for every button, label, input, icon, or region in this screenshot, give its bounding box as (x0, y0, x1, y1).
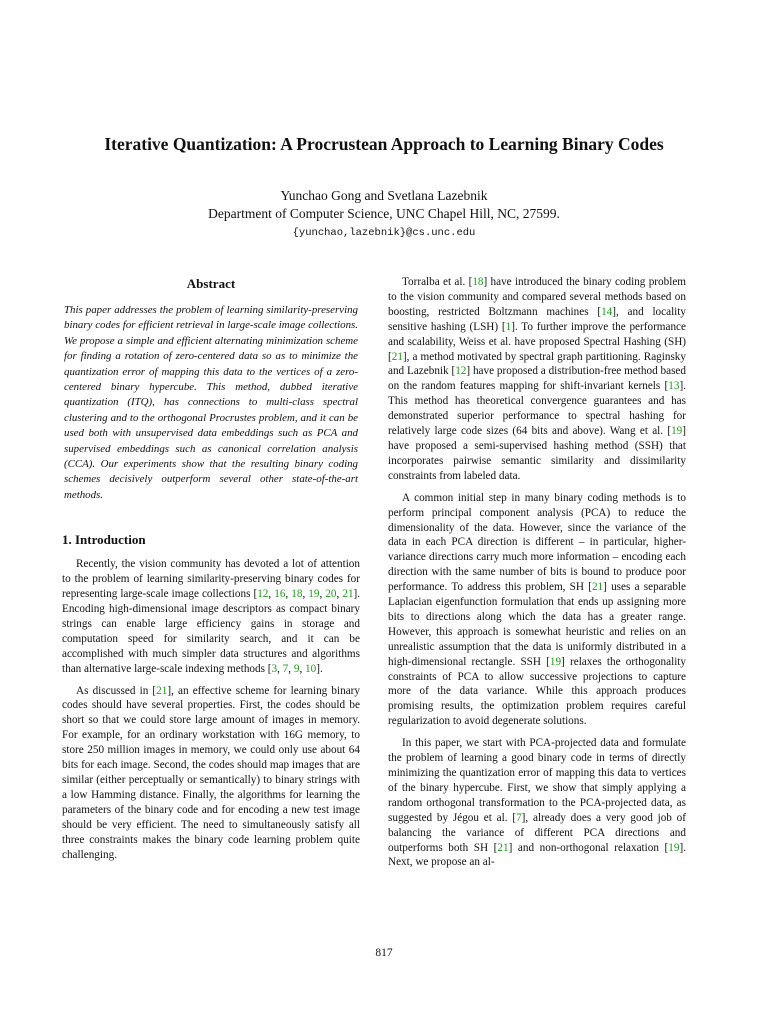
citation-link[interactable]: 18 (291, 588, 303, 601)
paragraph-text: ]. To further improve the performance and scalability, Weiss et al. have proposed Spectral Hashing (SH) [ (388, 320, 686, 363)
citation-link[interactable]: 19 (308, 588, 320, 601)
paragraph-text: In this paper, we start with PCA-projected data and formulate the problem of learning a good binary code in terms of directly minimizing the quantization error of mapping this data to vertices of the binary hypercube. First, we show that simply applying a random orthogonal transformation to the PCA-projected data, as suggested by Jégou et al. [ (388, 737, 686, 824)
paragraph-text: , (299, 662, 306, 675)
paragraph-text: , (285, 588, 292, 601)
citation-link[interactable]: 21 (497, 841, 509, 854)
citation-link[interactable]: 20 (325, 588, 337, 601)
paragraph-text: ], already does a very good job of balancing the variance of different PCA directions and outperforms both SH [ (388, 811, 686, 854)
paragraph (388, 491, 686, 730)
citation-link[interactable]: 21 (391, 350, 403, 363)
paragraph-text: ] and non-orthogonal relaxation [ (508, 841, 669, 854)
paragraph (388, 736, 686, 870)
paragraph (62, 557, 360, 676)
paragraph-text: , (268, 588, 275, 601)
paragraph-text: , (336, 588, 343, 601)
citation-link[interactable]: 7 (516, 811, 522, 824)
right-column-body (388, 275, 686, 870)
citation-link[interactable]: 9 (293, 662, 300, 675)
paper-authors: Yunchao Gong and Svetlana Lazebnik (280, 188, 488, 203)
citation-link[interactable]: 21 (342, 588, 354, 601)
paragraph-text: Recently, the vision community has devoted a lot of attention to the problem of learning similarity-preserving binary codes for representing large-scale image collections [ (62, 558, 360, 601)
citation-link[interactable]: 21 (156, 684, 168, 697)
paragraph-text: ] have introduced the binary coding problem to the vision community and compared several methods based on boosting, restricted Boltzmann machines [ (388, 276, 686, 318)
paragraph-text: ] relaxes the orthogonality constraints of PCA to allow successive projections to capture more of the data variance. While this approach produces promising results, the optimization problem requires careful regularization to avoid degenerate solutions. (388, 655, 686, 728)
paragraph-text: ]. (316, 662, 323, 675)
abstract-body: This paper addresses the problem of learning similarity-preserving binary codes for efficient retrieval in large-scale image collections. We propose a simple and efficient alternating minimization scheme for finding a rotation of zero-centered data so as to minimize the quantization error of mapping this data to the vertices of a zero-centered binary hypercube. This method, dubbed iterative quantization (ITQ), has connections to multi-class spectral clustering and to the orthogonal Procrustes problem, and it can be used both with unsupervised data embeddings such as PCA and supervised embeddings such as canonical correlation analysis (CCA). Our experiments show that the resulting binary coding schemes decisively outperform several other state-of-the-art methods. (64, 304, 358, 501)
paragraph-text: ]. Next, we propose an al- (388, 841, 686, 869)
paragraph-text: ] uses a separable Laplacian eigenfunction formulation that ends up assigning more bits to directions along which the data has a greater range. However, this approach is somewhat heuristic and relies on an unrealistic assumption that the data is uniformly distributed in a high-dimensional rectangle. SSH [ (388, 581, 686, 668)
paragraph-text: ], and locality sensitive hashing (LSH) [ (388, 305, 686, 333)
paragraph-text: , (277, 662, 283, 675)
paragraph-text: As discussed in [ (76, 684, 157, 697)
citation-link[interactable]: 21 (591, 581, 604, 594)
paragraph-text: A common initial step in many binary coding methods is to perform principal component analysis (PCA) to reduce the dimensionality of the data. However, since the variance of the data in each PCA direction is different – in particular, higher-variance directions carry much more information – encoding each direction with the same number of bits is bound to produce poor performance. To address this problem, SH [ (388, 491, 686, 594)
paper-email: {yunchao,lazebnik}@cs.unc.edu (292, 227, 476, 239)
citation-link[interactable]: 18 (472, 276, 484, 288)
paragraph-text: , (302, 588, 309, 601)
citation-link[interactable]: 19 (668, 841, 680, 854)
page-number: 817 (375, 947, 393, 959)
citation-link[interactable]: 7 (282, 662, 289, 675)
paragraph-text: ], a method motivated by spectral graph partitioning. Raginsky and Lazebnik [ (388, 350, 686, 378)
paragraph-text: ] have proposed a semi-supervised hashing method (SSH) that incorporates pairwise semantic similarity and dissimilarity constraints from labeled data. (388, 425, 686, 482)
abstract-heading: Abstract (186, 276, 236, 291)
paragraph-text: ]. This method has theoretical convergence guarantees and has demonstrated superior performance to spectral hashing for relatively large code sizes (64 bits and above). Wang et al. [ (388, 380, 686, 438)
citation-link[interactable]: 12 (455, 365, 467, 378)
paragraph (388, 275, 686, 484)
citation-link[interactable]: 10 (305, 662, 317, 675)
paper-affiliation: Department of Computer Science, UNC Chapel Hill, NC, 27599. (208, 206, 560, 221)
paragraph-text: Torralba et al. [ (402, 276, 473, 288)
citation-link[interactable]: 19 (549, 655, 562, 668)
paragraph-text: ] have proposed a distribution-free method based on the random features mapping for shift-invariant kernels [ (388, 365, 686, 393)
intro-body (62, 557, 360, 862)
paper-title: Iterative Quantization: A Procrustean Approach to Learning Binary Codes (104, 134, 664, 154)
citation-link[interactable]: 1 (505, 320, 512, 333)
left-column (62, 275, 360, 869)
paragraph-text: , (288, 662, 294, 675)
right-column (388, 275, 686, 877)
citation-link[interactable]: 16 (274, 588, 286, 601)
intro-heading: 1. Introduction (62, 532, 146, 548)
citation-link[interactable]: 14 (601, 305, 613, 318)
paragraph-text: ]. Encoding high-dimensional image descriptors as compact binary strings can enable large efficiency gains in storage and computation speed for similarity search, and it can be accomplished with much simpler data structures and algorithms than alternative large-scale indexing methods [ (62, 588, 361, 675)
paragraph-text: , (319, 588, 326, 601)
citation-link[interactable]: 12 (257, 588, 269, 601)
citation-link[interactable]: 19 (671, 425, 683, 438)
citation-link[interactable]: 13 (668, 380, 680, 393)
paragraph-text: ], an effective scheme for learning binary codes should have several properties. First, the codes should be short so that we could store large amount of images in memory. For example, for an ordinary workstation with 16G memory, to store 250 million images in memory, we could only use about 64 bits for each image. Second, the codes should map images that are similar (either perceptually or semantically) to binary strings with a low Hamming distance. Finally, the algorithms for learning the parameters of the binary code and for encoding a new test image should be very efficient. The need to simultaneously satisfy all three constraints makes the binary code learning problem quite challenging. (62, 684, 360, 861)
citation-link[interactable]: 3 (271, 662, 278, 675)
paragraph (62, 684, 360, 863)
